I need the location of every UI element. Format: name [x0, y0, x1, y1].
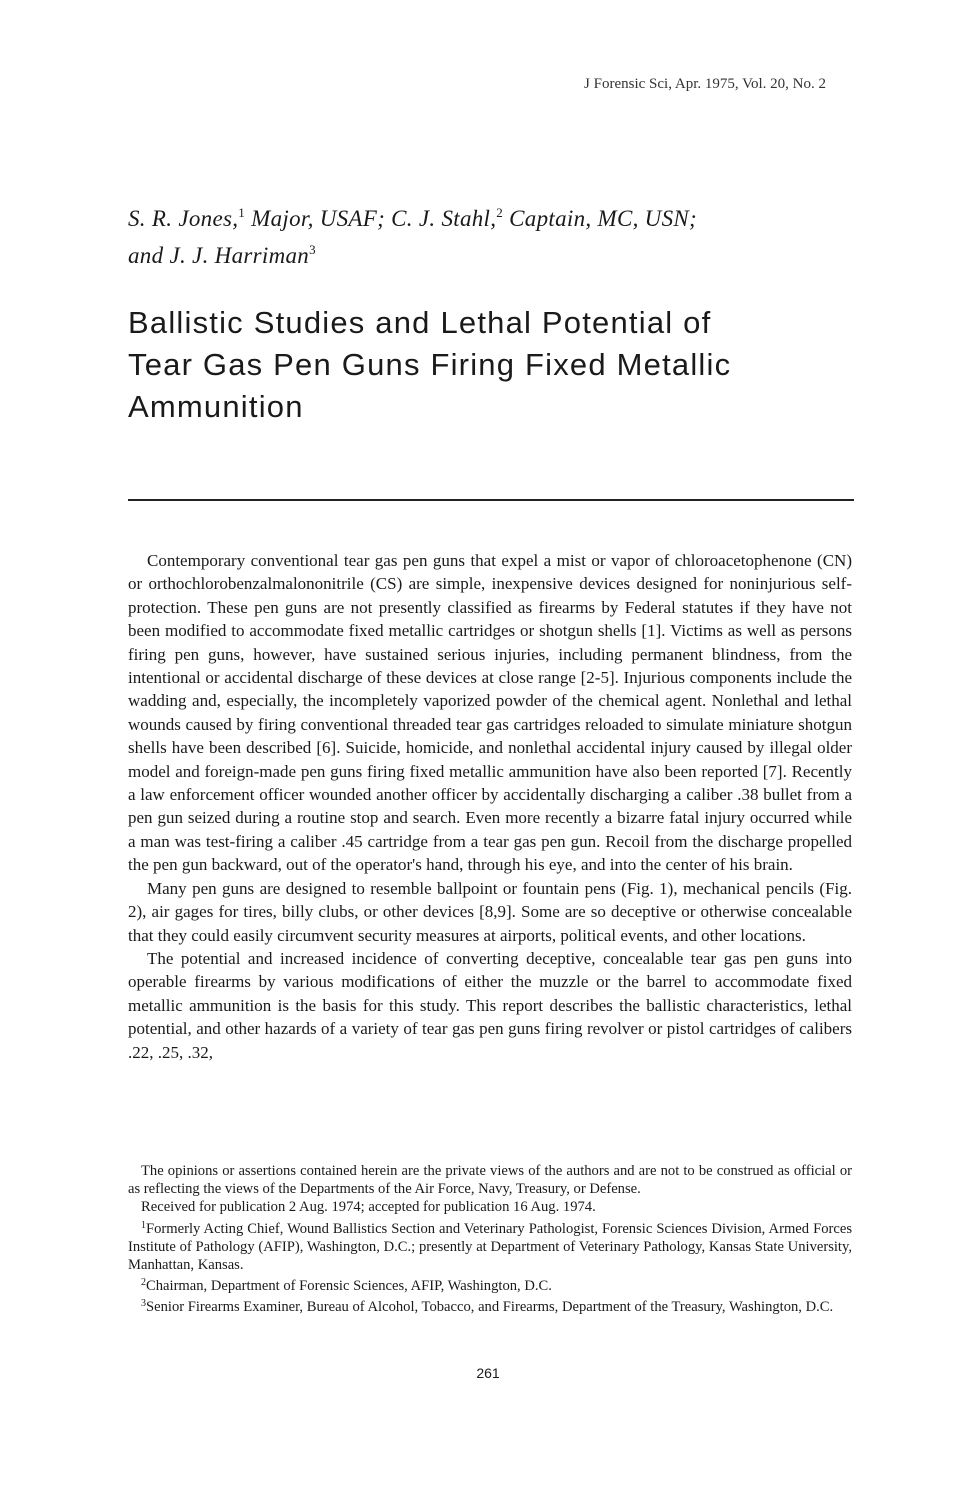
body-paragraph-1: Contemporary conventional tear gas pen guns that expel a mist or vapor of chloroacetophenone (CN) or orthochlorobenzalmalononitrile (CS) are simple, inexpensive devices designed for noninjurious self-protection. These pen guns are not presently classified as firearms by Federal statutes if they have not been modified to accommodate fixed metallic cartridges or shotgun shells [1]. Victims as well as persons firing pen guns, however, have sustained serious injuries, including permanent blindness, from the intentional or accidental discharge of these devices at close range [2-5]. Injurious components include the wadding and, especially, the incompletely vaporized powder of the chemical agent. Nonlethal and lethal wounds caused by firing conventional threaded tear gas cartridges reloaded to simulate miniature shotgun shells have been described [6]. Suicide, homicide, and nonlethal accidental injury caused by illegal older model and foreign-made pen guns firing fixed metallic ammunition have also been reported [7]. Recently a law enforcement officer wounded another officer by accidentally discharging a caliber .38 bullet from a pen gun seized during a routine stop and search. Even more recently a bizarre fatal injury occurred while a man was test-firing a caliber .45 cartridge from a tear gas pen gun. Recoil from the discharge propelled the pen gun backward, out of the operator's hand, through his eye, and into the center of his brain.	[128, 551, 852, 875]
footnote-3-text: Senior Firearms Examiner, Bureau of Alcohol, Tobacco, and Firearms, Department of the Treasury, Washington, D.C.	[146, 1299, 834, 1316]
footnote-2-mark: 2	[141, 1277, 146, 1289]
page-number: 261	[476, 1365, 500, 1381]
footnote-3-mark: 3	[141, 1298, 146, 1310]
author-2-rank: Captain, MC, USN;	[503, 206, 697, 231]
footnote-1-text: Formerly Acting Chief, Wound Ballistics Section and Veterinary Pathologist, Forensic Sciences Division, Armed Forces Institute of Pathology (AFIP), Washington, D.C.; presently at Department of Veterinary Pathology, Kansas State University, Manhattan, Kansas.	[128, 1220, 852, 1274]
received-note: Received for publication 2 Aug. 1974; accepted for publication 16 Aug. 1974.	[141, 1199, 596, 1216]
body-text	[128, 549, 852, 1064]
author-2-footnote-mark: 2	[496, 205, 504, 220]
body-paragraph-3: The potential and increased incidence of converting deceptive, concealable tear gas pen guns into operable firearms by various modifications of either the muzzle or the barrel to accommodate fixed metallic ammunition is the basis for this study. This report describes the ballistic characteristics, lethal potential, and other hazards of a variety of tear gas pen guns firing revolver or pistol cartridges of calibers .22, .25, .32,	[128, 948, 852, 1062]
footnotes	[128, 1162, 852, 1317]
title-line-2: Tear Gas Pen Guns Firing Fixed Metallic	[128, 347, 732, 382]
author-3-footnote-mark: 3	[309, 242, 316, 257]
author-1-name: S. R. Jones,	[128, 206, 239, 231]
author-3-name: and J. J. Harriman	[128, 243, 310, 268]
author-1-rank-author-2-name: Major, USAF; C. J. Stahl,	[245, 206, 497, 231]
running-head: J Forensic Sci, Apr. 1975, Vol. 20, No. 2	[584, 76, 826, 92]
title-line-1: Ballistic Studies and Lethal Potential of	[128, 305, 712, 340]
footnote-2-text: Chairman, Department of Forensic Sciences, AFIP, Washington, D.C.	[146, 1278, 552, 1295]
article-title	[128, 302, 848, 428]
footnote-1-mark: 1	[141, 1219, 146, 1231]
footnote-1	[128, 1217, 852, 1275]
title-rule	[128, 499, 854, 501]
footnote-3	[128, 1295, 852, 1316]
footnote-2	[128, 1274, 852, 1295]
disclaimer-note: The opinions or assertions contained herein are the private views of the authors and are not to be construed as official or as reflecting the views of the Departments of the Air Force, Navy, Treasury, or Defense.	[128, 1163, 852, 1198]
title-line-3: Ammunition	[128, 389, 304, 424]
author-1-footnote-mark: 1	[238, 205, 246, 220]
author-byline	[128, 197, 848, 271]
body-paragraph-2: Many pen guns are designed to resemble ballpoint or fountain pens (Fig. 1), mechanical pencils (Fig. 2), air gages for tires, billy clubs, or other devices [8,9]. Some are so deceptive or otherwise concealable that they could easily circumvent security measures at airports, political events, and other locations.	[128, 878, 852, 945]
